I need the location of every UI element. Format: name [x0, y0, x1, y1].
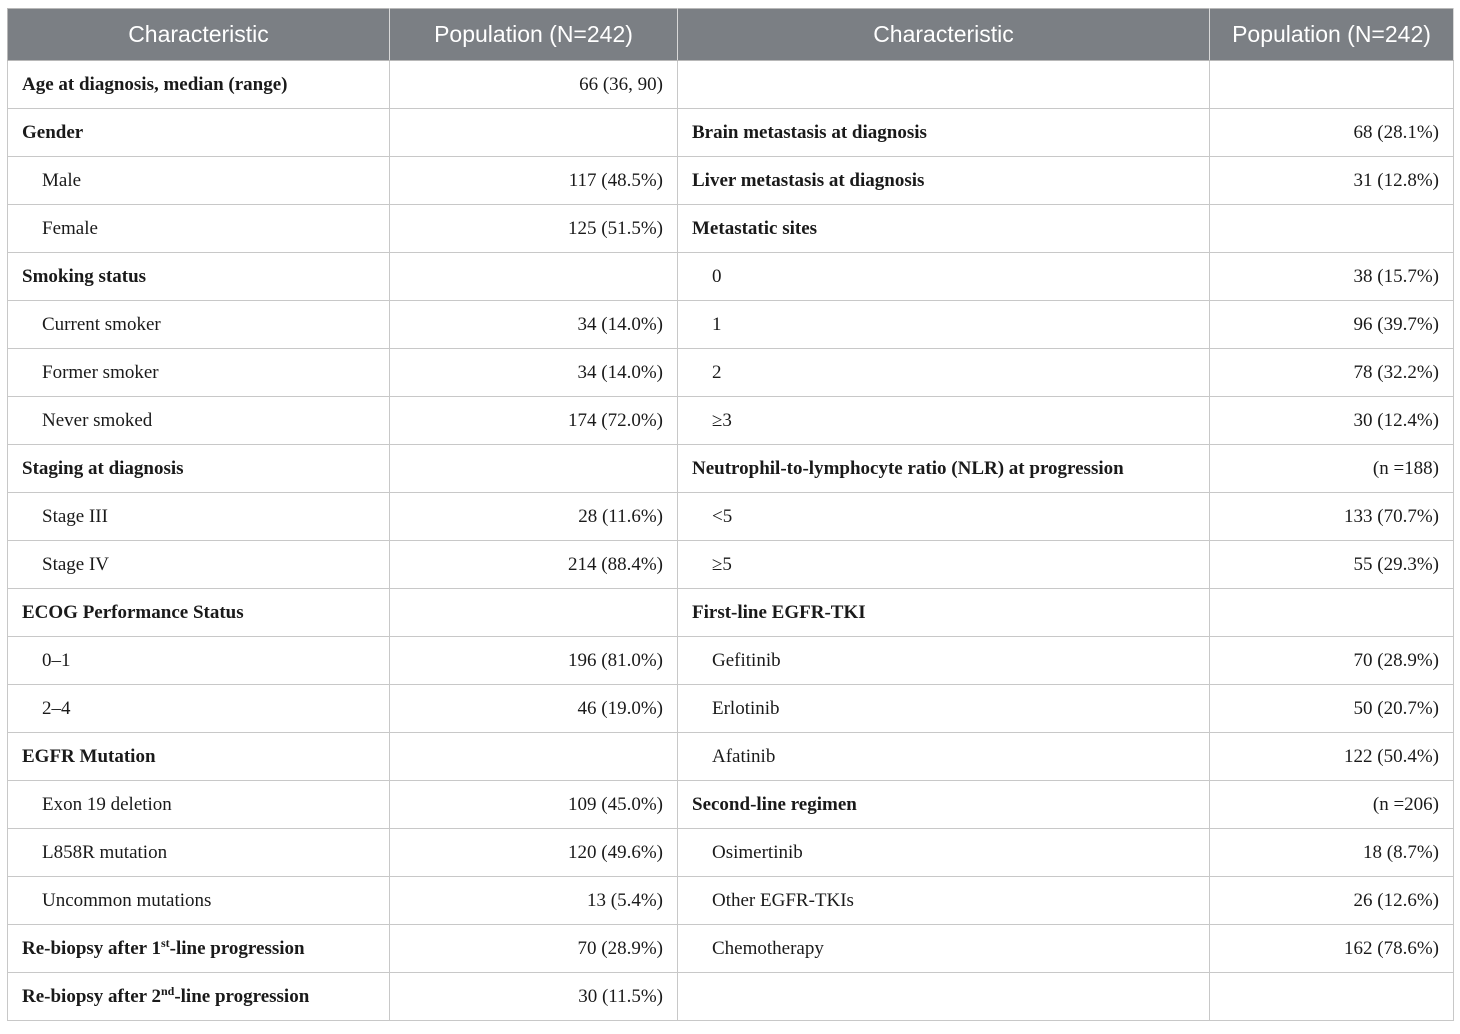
left-population-value: 28 (11.6%) — [390, 493, 678, 541]
left-population-value: 109 (45.0%) — [390, 781, 678, 829]
table-row — [8, 445, 1454, 493]
right-population-value: 68 (28.1%) — [1210, 109, 1454, 157]
left-population-value — [390, 589, 678, 637]
left-characteristic-label-suffix: -line progression — [174, 985, 310, 1007]
table-row — [8, 877, 1454, 925]
left-characteristic-cell — [8, 973, 390, 1021]
left-population-value — [390, 445, 678, 493]
left-characteristic-cell — [8, 157, 390, 205]
left-characteristic-label: Former smoker — [42, 361, 159, 383]
left-population-value: 120 (49.6%) — [390, 829, 678, 877]
right-population-value — [1210, 973, 1454, 1021]
right-population-value — [1210, 205, 1454, 253]
left-characteristic-label: Exon 19 deletion — [42, 793, 172, 815]
right-population-value: 162 (78.6%) — [1210, 925, 1454, 973]
left-population-value: 66 (36, 90) — [390, 61, 678, 109]
left-population-value: 30 (11.5%) — [390, 973, 678, 1021]
right-population-value: 50 (20.7%) — [1210, 685, 1454, 733]
left-characteristic-cell — [8, 205, 390, 253]
left-characteristic-cell — [8, 109, 390, 157]
ordinal-superscript: st — [160, 935, 170, 950]
left-characteristic-label: Re-biopsy after 1 — [22, 937, 161, 959]
table-row — [8, 157, 1454, 205]
left-characteristic-label: Female — [42, 217, 98, 239]
left-characteristic-label-suffix: -line progression — [169, 937, 305, 959]
right-characteristic-label: Gefitinib — [678, 637, 1210, 685]
left-population-value: 214 (88.4%) — [390, 541, 678, 589]
right-population-value: 30 (12.4%) — [1210, 397, 1454, 445]
left-population-value — [390, 109, 678, 157]
ordinal-superscript: nd — [160, 983, 175, 998]
left-population-value: 46 (19.0%) — [390, 685, 678, 733]
left-population-value: 196 (81.0%) — [390, 637, 678, 685]
right-population-value: 133 (70.7%) — [1210, 493, 1454, 541]
right-population-value: (n =206) — [1210, 781, 1454, 829]
right-characteristic-label: 2 — [678, 349, 1210, 397]
table-body — [8, 61, 1454, 1021]
left-characteristic-cell — [8, 349, 390, 397]
table-row — [8, 589, 1454, 637]
table-row — [8, 637, 1454, 685]
left-characteristic-label: Stage IV — [42, 553, 110, 575]
left-population-value: 117 (48.5%) — [390, 157, 678, 205]
right-population-value: 31 (12.8%) — [1210, 157, 1454, 205]
table-row — [8, 541, 1454, 589]
left-population-value: 70 (28.9%) — [390, 925, 678, 973]
left-characteristic-label: L858R mutation — [42, 841, 168, 863]
right-characteristic-label: Other EGFR-TKIs — [678, 877, 1210, 925]
left-characteristic-cell — [8, 781, 390, 829]
left-characteristic-label: Age at diagnosis, median (range) — [22, 73, 288, 95]
left-characteristic-cell — [8, 397, 390, 445]
left-characteristic-cell — [8, 925, 390, 973]
right-characteristic-label: <5 — [678, 493, 1210, 541]
right-population-value: 38 (15.7%) — [1210, 253, 1454, 301]
table-row — [8, 781, 1454, 829]
right-characteristic-label: Afatinib — [678, 733, 1210, 781]
table-row — [8, 685, 1454, 733]
right-characteristic-label: ≥3 — [678, 397, 1210, 445]
right-population-value — [1210, 589, 1454, 637]
right-characteristic-label: Brain metastasis at diagnosis — [678, 109, 1210, 157]
left-characteristic-cell — [8, 445, 390, 493]
left-characteristic-cell — [8, 589, 390, 637]
left-characteristic-label: ECOG Performance Status — [22, 601, 244, 623]
header-characteristic-right: Characteristic — [678, 9, 1210, 61]
left-population-value — [390, 733, 678, 781]
left-population-value: 13 (5.4%) — [390, 877, 678, 925]
table-row — [8, 109, 1454, 157]
left-characteristic-label: Uncommon mutations — [42, 889, 212, 911]
table-row — [8, 973, 1454, 1021]
header-population-left: Population (N=242) — [390, 9, 678, 61]
left-characteristic-label: Stage III — [42, 505, 108, 527]
right-population-value: 78 (32.2%) — [1210, 349, 1454, 397]
right-characteristic-label: Erlotinib — [678, 685, 1210, 733]
left-characteristic-cell — [8, 685, 390, 733]
left-characteristic-label: Re-biopsy after 2 — [22, 985, 161, 1007]
left-characteristic-cell — [8, 61, 390, 109]
table-row — [8, 829, 1454, 877]
right-population-value: 70 (28.9%) — [1210, 637, 1454, 685]
table-row — [8, 205, 1454, 253]
right-characteristic-label: Chemotherapy — [678, 925, 1210, 973]
right-characteristic-label: First-line EGFR-TKI — [678, 589, 1210, 637]
left-characteristic-label: Male — [42, 169, 82, 191]
right-characteristic-label: Neutrophil-to-lymphocyte ratio (NLR) at progression — [678, 445, 1210, 493]
right-population-value: 122 (50.4%) — [1210, 733, 1454, 781]
left-characteristic-label: Never smoked — [42, 409, 153, 431]
header-row — [8, 9, 1454, 61]
right-characteristic-label: 1 — [678, 301, 1210, 349]
right-population-value: 96 (39.7%) — [1210, 301, 1454, 349]
right-population-value: 18 (8.7%) — [1210, 829, 1454, 877]
table-row — [8, 253, 1454, 301]
header-characteristic-left: Characteristic — [8, 9, 390, 61]
table-row — [8, 925, 1454, 973]
left-population-value — [390, 253, 678, 301]
right-characteristic-label: Liver metastasis at diagnosis — [678, 157, 1210, 205]
characteristics-table — [7, 8, 1454, 1021]
right-characteristic-label — [678, 973, 1210, 1021]
right-characteristic-label: Metastatic sites — [678, 205, 1210, 253]
right-population-value: (n =188) — [1210, 445, 1454, 493]
right-population-value: 55 (29.3%) — [1210, 541, 1454, 589]
table-row — [8, 733, 1454, 781]
right-characteristic-label: Second-line regimen — [678, 781, 1210, 829]
right-population-value: 26 (12.6%) — [1210, 877, 1454, 925]
left-characteristic-label: Staging at diagnosis — [22, 457, 184, 479]
table-row — [8, 301, 1454, 349]
left-population-value: 34 (14.0%) — [390, 349, 678, 397]
left-characteristic-cell — [8, 733, 390, 781]
right-characteristic-label: Osimertinib — [678, 829, 1210, 877]
left-characteristic-cell — [8, 301, 390, 349]
left-characteristic-cell — [8, 637, 390, 685]
right-characteristic-label — [678, 61, 1210, 109]
header-population-right: Population (N=242) — [1210, 9, 1454, 61]
left-characteristic-label: 0–1 — [42, 649, 71, 671]
table-row — [8, 397, 1454, 445]
left-characteristic-label: Gender — [22, 121, 84, 143]
table-header — [8, 9, 1454, 61]
right-population-value — [1210, 61, 1454, 109]
left-characteristic-label: Smoking status — [22, 265, 147, 287]
table-row — [8, 349, 1454, 397]
left-characteristic-cell — [8, 493, 390, 541]
left-population-value: 125 (51.5%) — [390, 205, 678, 253]
right-characteristic-label: 0 — [678, 253, 1210, 301]
left-characteristic-cell — [8, 829, 390, 877]
left-characteristic-cell — [8, 541, 390, 589]
left-characteristic-cell — [8, 253, 390, 301]
left-characteristic-cell — [8, 877, 390, 925]
left-population-value: 34 (14.0%) — [390, 301, 678, 349]
left-population-value: 174 (72.0%) — [390, 397, 678, 445]
table-row — [8, 493, 1454, 541]
left-characteristic-label: EGFR Mutation — [22, 745, 156, 767]
right-characteristic-label: ≥5 — [678, 541, 1210, 589]
table-row — [8, 61, 1454, 109]
left-characteristic-label: 2–4 — [42, 697, 71, 719]
left-characteristic-label: Current smoker — [42, 313, 161, 335]
